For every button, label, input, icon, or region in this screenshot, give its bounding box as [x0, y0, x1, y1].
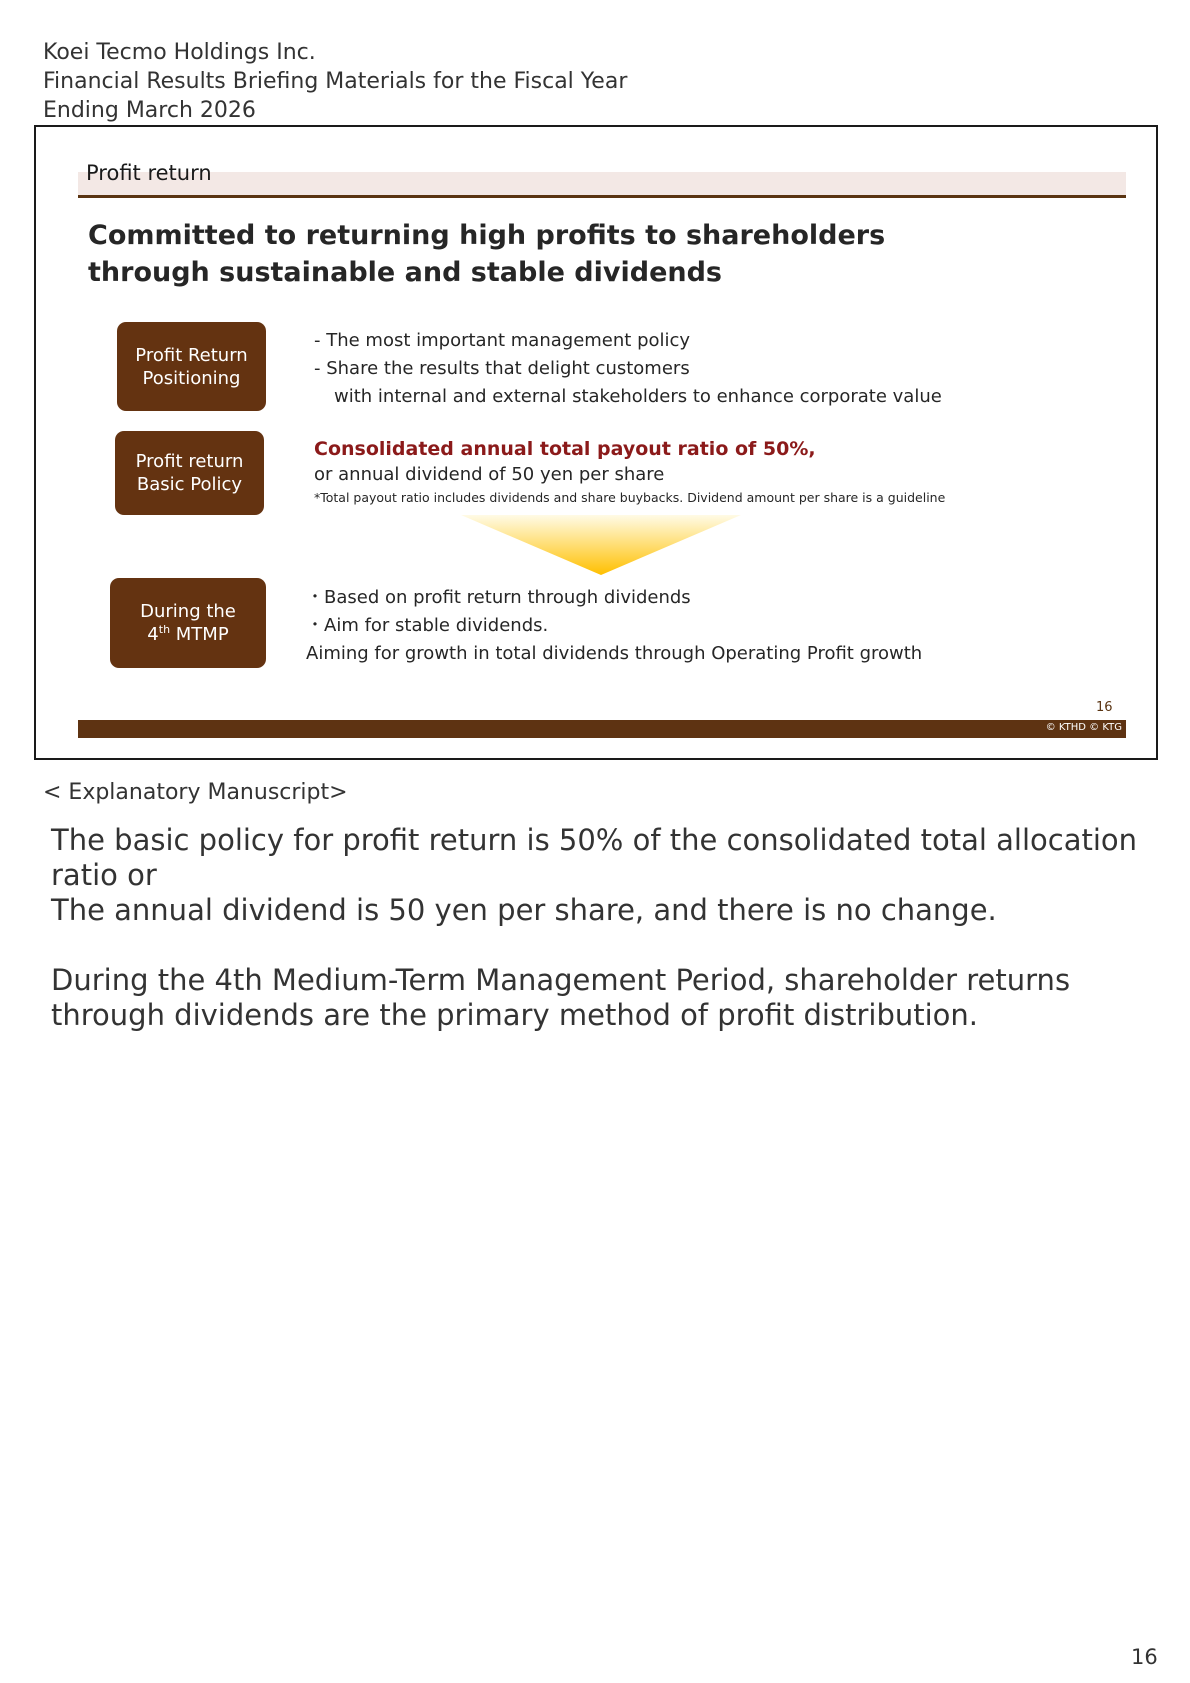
- slide-title-rule: [78, 195, 1126, 198]
- slide-title: Profit return: [86, 161, 212, 185]
- policy-highlight: Consolidated annual total payout ratio of 50%,: [314, 438, 816, 460]
- policy-line: or annual dividend of 50 yen per share: [314, 464, 665, 485]
- positioning-item: - The most important management policy: [314, 330, 691, 351]
- positioning-item: - Share the results that delight customers: [314, 358, 690, 379]
- headline-line2: through sustainable and stable dividends: [88, 257, 722, 288]
- mtmp-item: ・Based on profit return through dividends: [306, 587, 691, 608]
- mtmp-item: Aiming for growth in total dividends through Operating Profit growth: [306, 643, 923, 664]
- paragraph-gap: [51, 928, 1131, 963]
- mtmp-label-line2: [147, 623, 228, 646]
- slide-page-number: 16: [1096, 700, 1113, 715]
- mtmp-label-number: 4: [147, 624, 159, 645]
- slide-copyright: © KTHD © KTG: [1045, 722, 1122, 733]
- header-title-line1: Financial Results Briefing Materials for the Fiscal Year: [43, 69, 628, 94]
- basic-policy-label-line2: Basic Policy: [136, 474, 243, 495]
- manuscript-label: < Explanatory Manuscript>: [43, 780, 348, 805]
- basic-policy-label-line1: Profit return: [135, 451, 244, 472]
- page-number: 16: [1131, 1645, 1158, 1669]
- manuscript-line: The basic policy for profit return is 50% of the consolidated total allocation: [51, 823, 1138, 857]
- mtmp-items: [306, 584, 922, 668]
- slide-headline: [88, 217, 885, 291]
- manuscript-body: [51, 823, 1138, 1033]
- manuscript-line: through dividends are the primary method of profit distribution.: [51, 998, 979, 1032]
- positioning-label-line1: Profit Return: [135, 344, 248, 366]
- document-header: [43, 38, 627, 125]
- mtmp-label-line1: During the: [140, 601, 236, 622]
- slide-footer-bar: [78, 720, 1126, 738]
- positioning-label-line2: Positioning: [142, 367, 241, 389]
- mtmp-label-rest: MTMP: [170, 624, 229, 645]
- positioning-item: with internal and external stakeholders to enhance corporate value: [334, 386, 942, 407]
- positioning-items: [314, 327, 942, 411]
- header-title-line2: Ending March 2026: [43, 98, 256, 123]
- positioning-label-box: [117, 322, 266, 411]
- headline-line1: Committed to returning high profits to shareholders: [88, 220, 886, 251]
- manuscript-line: ratio or: [51, 858, 157, 892]
- slide-title-band: [78, 172, 1126, 196]
- basic-policy-label-box: [115, 431, 264, 515]
- mtmp-label-box: [110, 578, 266, 668]
- manuscript-line: During the 4th Medium-Term Management Period, shareholder returns: [51, 963, 1071, 997]
- slide-frame: [34, 125, 1158, 760]
- mtmp-item: ・Aim for stable dividends.: [306, 615, 549, 636]
- policy-footnote: *Total payout ratio includes dividends and share buybacks. Dividend amount per share is a guideline: [314, 490, 946, 505]
- down-arrow-icon: [461, 515, 741, 577]
- header-company: Koei Tecmo Holdings Inc.: [43, 40, 316, 65]
- mtmp-label-ordinal: th: [158, 623, 171, 636]
- manuscript-line: The annual dividend is 50 yen per share, and there is no change.: [51, 893, 997, 927]
